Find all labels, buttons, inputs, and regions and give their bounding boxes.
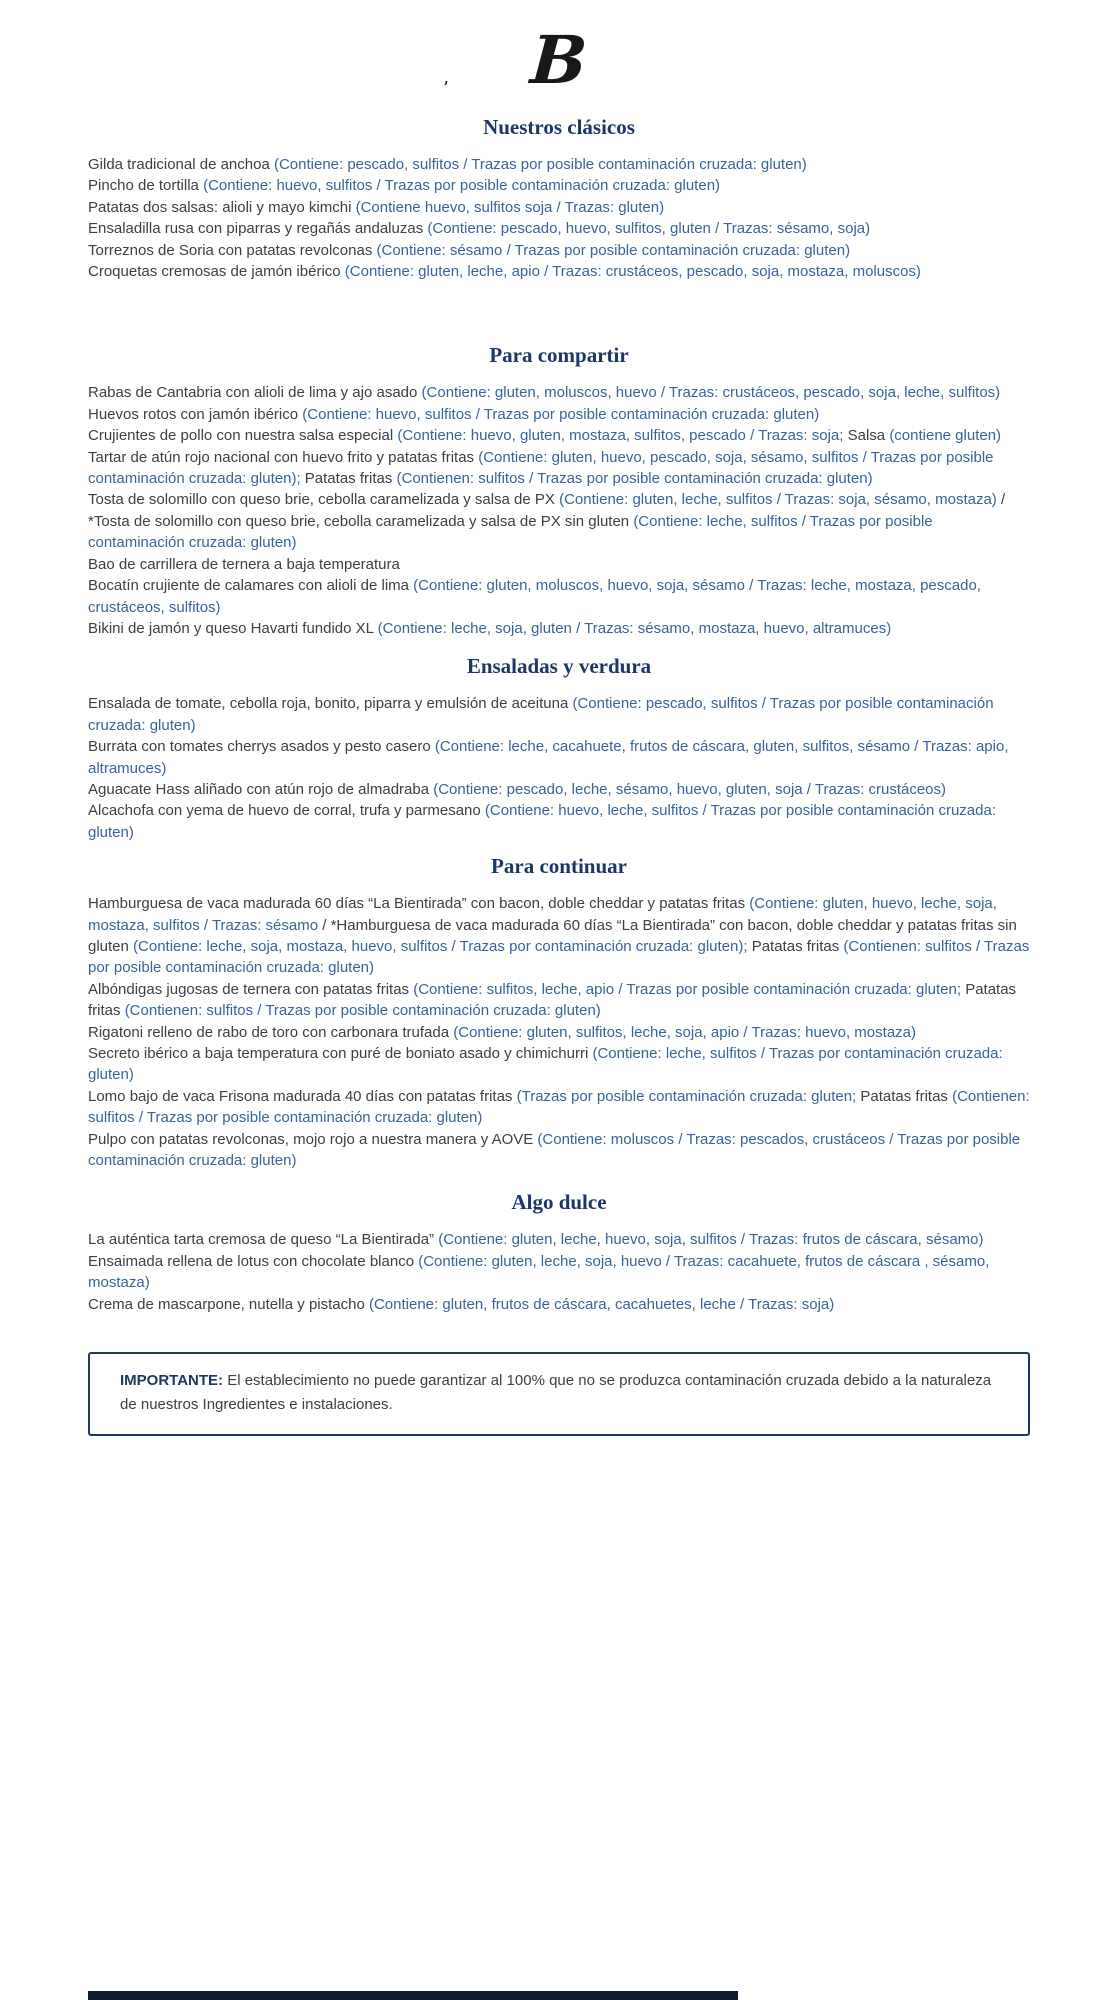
menu-item — [88, 425, 1030, 446]
menu-item — [88, 1086, 1030, 1129]
menu-item — [88, 554, 1030, 575]
menu-item — [88, 1229, 1030, 1250]
allergen-info: (Trazas por posible contaminación cruzada: gluten; — [516, 1087, 861, 1105]
menu-item — [88, 154, 1030, 175]
dish-name: Bocatín crujiente de calamares con alioli de lima — [88, 577, 414, 595]
logo-accent-mark: ’ — [443, 78, 449, 99]
menu-item — [88, 736, 1030, 779]
menu-item — [88, 693, 1030, 736]
allergen-info: (Contiene: gluten, leche, soja, huevo / Trazas: cacahuete, frutos de cáscara , sésamo, mostaza) — [88, 1252, 990, 1292]
dish-name: Patatas fritas — [860, 1087, 953, 1105]
important-notice-box — [88, 1352, 1030, 1436]
allergen-info: (Contiene: leche, sulfitos / Trazas por contaminación cruzada: gluten) — [88, 1045, 1003, 1084]
menu-item — [88, 800, 1030, 843]
allergen-info: (Contiene: huevo, sulfitos / Trazas por posible contaminación cruzada: gluten) — [203, 177, 721, 195]
dish-name: Patatas dos salsas: alioli y mayo kimchi — [88, 198, 356, 216]
allergen-info: (Contienen: sulfitos / Trazas por posible contaminación cruzada: gluten) — [88, 937, 1030, 977]
dish-name: Ensalada de tomate, cebolla roja, bonito, piparra y emulsión de aceituna — [88, 695, 573, 713]
section-title: Para compartir — [489, 343, 629, 368]
allergen-info: (Contiene: leche, soja, gluten / Trazas: sésamo, mostaza, huevo, altramuces) — [377, 619, 892, 637]
allergen-info: (Contiene: sésamo / Trazas por posible contaminación cruzada: gluten) — [376, 241, 851, 259]
menu-content — [0, 112, 1118, 1436]
dish-name: Secreto ibérico a baja temperatura con puré de boniato asado y chimichurri — [88, 1045, 593, 1062]
important-notice-label: IMPORTANTE: — [120, 1372, 224, 1390]
dish-name: Croquetas cremosas de jamón ibérico — [88, 263, 345, 281]
allergen-info: (Contiene: gluten, moluscos, huevo / Trazas: crustáceos, pescado, soja, leche, sulfitos) — [421, 384, 1001, 402]
dish-name: Patatas fritas — [88, 980, 1017, 1020]
dish-name: Ensaimada rellena de lotus con chocolate blanco — [88, 1252, 419, 1270]
dish-name: Tosta de solomillo con queso brie, cebolla caramelizada y salsa de PX — [88, 491, 560, 509]
dish-name: Gilda tradicional de anchoa — [88, 156, 274, 173]
allergen-info: (Contienen: sulfitos / Trazas por posible contaminación cruzada: gluten) — [88, 1087, 1030, 1127]
menu-section — [88, 340, 1030, 639]
allergen-info: (Contiene: sulfitos, leche, apio / Trazas por posible contaminación cruzada: gluten; — [413, 980, 966, 998]
logo-letter-b: B — [528, 21, 590, 99]
allergen-info: (Contiene: huevo, leche, sulfitos / Trazas por posible contaminación cruzada: gluten) — [88, 802, 997, 841]
menu-item — [88, 175, 1030, 196]
section-title: Para continuar — [491, 854, 627, 879]
allergen-info: (Contiene: huevo, gluten, mostaza, sulfitos, pescado / Trazas: soja; — [397, 427, 848, 445]
allergen-info: (Contiene: gluten, leche, sulfitos / Trazas: soja, sésamo, mostaza) — [559, 491, 997, 509]
menu-item — [88, 1043, 1030, 1086]
allergen-info: (Contiene: leche, cacahuete, frutos de cáscara, gluten, sulfitos, sésamo / Trazas: apio, altramuces) — [88, 738, 1009, 777]
dish-name: Rigatoni relleno de rabo de toro con carbonara trufada — [88, 1023, 454, 1041]
menu-sections — [88, 112, 1030, 1315]
allergen-info: (Contiene: pescado, sulfitos / Trazas por posible contaminación cruzada: gluten) — [88, 695, 994, 734]
dish-name: Pincho de tortilla — [88, 177, 204, 195]
menu-item — [88, 197, 1030, 218]
menu-section — [88, 651, 1030, 843]
dish-name: Salsa — [847, 427, 890, 445]
dish-name: Ensaladilla rusa con piparras y regañás andaluzas — [88, 220, 428, 238]
menu-section — [88, 112, 1030, 282]
allergen-info: (Contiene: leche, sulfitos / Trazas por posible contaminación cruzada: gluten) — [88, 512, 933, 552]
dish-name: Alcachofa con yema de huevo de corral, trufa y parmesano — [88, 802, 485, 820]
allergen-info: (Contiene: gluten, sulfitos, leche, soja, apio / Trazas: huevo, mostaza) — [453, 1023, 916, 1041]
menu-item — [88, 447, 1030, 490]
dish-name: Patatas fritas — [304, 470, 397, 488]
dish-name: Crema de mascarpone, nutella y pistacho — [88, 1295, 369, 1313]
section-title: Nuestros clásicos — [483, 115, 635, 139]
menu-item — [88, 382, 1030, 403]
allergen-info: (Contiene: gluten, leche, apio / Trazas: crustáceos, pescado, soja, mostaza, moluscos) — [344, 263, 921, 281]
section-title: Ensaladas y verdura — [466, 654, 652, 679]
dish-name: Lomo bajo de vaca Frisona madurada 40 días con patatas fritas — [88, 1087, 517, 1105]
menu-item — [88, 779, 1030, 800]
menu-item — [88, 1251, 1030, 1294]
menu-item — [88, 1129, 1030, 1172]
menu-item — [88, 1022, 1030, 1043]
dish-name: Tartar de atún rojo nacional con huevo frito y patatas fritas — [88, 448, 479, 466]
allergen-info: (Contiene: gluten, huevo, pescado, soja, sésamo, sulfitos / Trazas por posible contaminación cruzada: gluten); — [88, 448, 994, 488]
important-notice-body: El establecimiento no puede garantizar al 100% que no se produzca contaminación cruzada debido a la naturaleza de nuestros Ingredientes e instalaciones. — [120, 1372, 992, 1414]
menu-item — [88, 240, 1030, 261]
dish-name: Huevos rotos con jamón ibérico — [88, 405, 303, 423]
allergen-info: (Contiene: pescado, sulfitos / Trazas por posible contaminación cruzada: gluten) — [273, 156, 807, 173]
menu-item — [88, 1294, 1030, 1315]
menu-item — [88, 575, 1030, 618]
menu-item — [88, 893, 1030, 979]
menu-item — [88, 261, 1030, 282]
dish-name: / *Hamburguesa de vaca madurada 60 días “La Bientirada” con bacon, doble cheddar y patatas fritas sin gluten — [88, 916, 1017, 955]
allergen-info: (Contienen: sulfitos / Trazas por posible contaminación cruzada: gluten) — [396, 470, 873, 488]
menu-item — [88, 979, 1030, 1022]
dish-name: Aguacate Hass aliñado con atún rojo de almadraba — [88, 780, 434, 798]
allergen-info: (Contiene: pescado, huevo, sulfitos, gluten / Trazas: sésamo, soja) — [427, 220, 871, 238]
section-title: Algo dulce — [511, 1190, 607, 1215]
allergen-info: (Contiene: gluten, huevo, leche, soja, mostaza, sulfitos / Trazas: sésamo — [88, 895, 997, 934]
allergen-info: (Contiene: pescado, leche, sésamo, huevo, gluten, soja / Trazas: crustáceos) — [433, 780, 947, 798]
dish-name: Pulpo con patatas revolconas, mojo rojo a nuestra manera y AOVE — [88, 1130, 538, 1148]
dish-name: Patatas fritas — [751, 937, 844, 955]
allergen-info: (Contiene: gluten, frutos de cáscara, cacahuetes, leche / Trazas: soja) — [368, 1295, 835, 1313]
dish-name: Albóndigas jugosas de ternera con patatas fritas — [88, 980, 414, 998]
menu-item — [88, 489, 1030, 553]
menu-item — [88, 404, 1030, 425]
restaurant-logo — [0, 0, 1118, 106]
menu-section — [88, 851, 1030, 1171]
allergen-info: (Contiene: moluscos / Trazas: pescados, crustáceos / Trazas por posible contaminación cruzada: gluten) — [88, 1130, 1021, 1170]
dish-name: Hamburguesa de vaca madurada 60 días “La Bientirada” con bacon, doble cheddar y patatas fritas — [88, 895, 750, 913]
allergen-info: (Contiene huevo, sulfitos soja / Trazas: gluten) — [355, 198, 665, 216]
dish-name: Burrata con tomates cherrys asados y pesto casero — [88, 738, 435, 756]
allergen-info: (Contiene: leche, soja, mostaza, huevo, sulfitos / Trazas por contaminación cruzada: gluten); — [133, 937, 752, 955]
allergen-info: (Contiene: gluten, leche, huevo, soja, sulfitos / Trazas: frutos de cáscara, sésamo) — [438, 1231, 984, 1249]
allergen-info: (Contiene: huevo, sulfitos / Trazas por posible contaminación cruzada: gluten) — [302, 405, 820, 423]
dish-name: Crujientes de pollo con nuestra salsa especial — [88, 427, 398, 445]
allergen-info: (Contienen: sulfitos / Trazas por posible contaminación cruzada: gluten) — [124, 1002, 601, 1020]
dish-name: Bao de carrillera de ternera a baja temperatura — [88, 555, 400, 573]
allergen-info: (contiene gluten) — [889, 427, 1002, 445]
dish-name: Bikini de jamón y queso Havarti fundido XL — [88, 619, 378, 637]
important-notice-text — [120, 1369, 998, 1417]
menu-section — [88, 1187, 1030, 1315]
dish-name: / *Tosta de solomillo con queso brie, cebolla caramelizada y salsa de PX sin gluten — [88, 491, 1006, 530]
footer-bar — [88, 1991, 738, 2000]
dish-name: Rabas de Cantabria con alioli de lima y ajo asado — [88, 384, 422, 402]
dish-name: Torreznos de Soria con patatas revolconas — [88, 241, 377, 259]
menu-item — [88, 218, 1030, 239]
dish-name: La auténtica tarta cremosa de queso “La Bientirada” — [88, 1231, 439, 1249]
allergen-info: (Contiene: gluten, moluscos, huevo, soja, sésamo / Trazas: leche, mostaza, pescado, crustáceos, sulfitos) — [88, 577, 981, 616]
menu-item — [88, 618, 1030, 639]
